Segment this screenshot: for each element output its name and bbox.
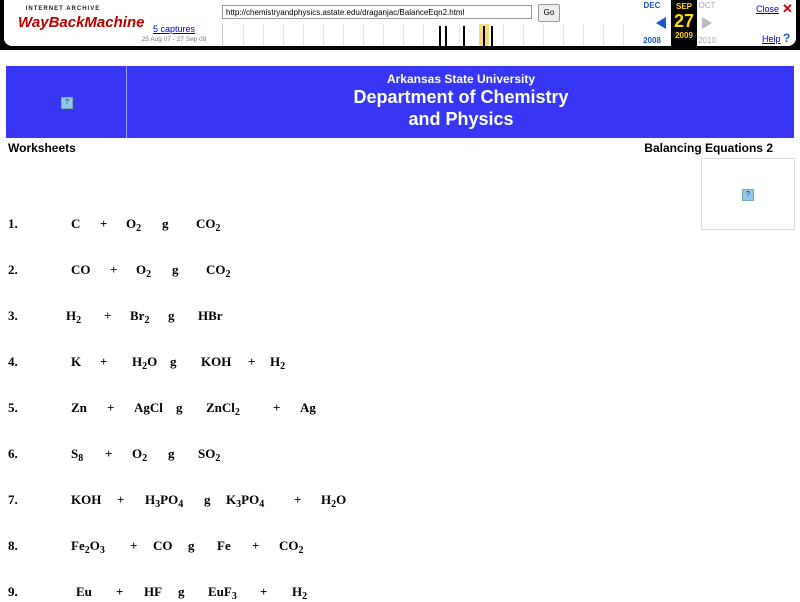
university-name: Arkansas State University [386,72,536,86]
next-month: OCT [698,1,716,10]
spark-bar [439,26,441,46]
worksheets-label: Worksheets [8,141,76,155]
equation-number: 1. [8,216,18,231]
reactant: $Fe_2O_3$ [71,538,105,556]
plus-sign: + [104,308,112,323]
department-line1: Department of Chemistry [353,87,569,107]
header-logo-cell [6,66,127,138]
product: Fe [217,538,231,553]
reactant: $H_2O$ [132,354,158,372]
plus-sign: + [252,538,260,553]
spark-tick [323,24,324,46]
product: ZnCl$_2$ [206,400,240,418]
captures-info [134,24,214,43]
help-icon[interactable]: ? [783,31,791,45]
spark-tick [383,24,384,46]
reactant: $Br_2$ [130,308,150,326]
spark-tick [363,24,364,46]
product: $SO_2$ [198,446,221,464]
plus-sign: + [105,446,113,461]
next-year: 2010 [698,36,716,45]
plus-sign: + [294,492,302,507]
plus-sign: + [116,584,124,599]
equation-number: 7. [8,492,18,507]
reactant: KOH [71,492,102,507]
product: $H_2$ [270,354,286,372]
wayback-logo[interactable] [18,6,145,42]
product: $H_2O$ [321,492,347,510]
plus-sign: + [130,538,138,553]
reactant: C [71,216,81,231]
plus-sign: + [100,216,108,231]
logo-top-text: INTERNET ARCHIVE [25,6,101,12]
reactant: $S_8$ [71,446,84,464]
arrow-symbol: g [176,400,183,415]
spark-tick [459,24,460,46]
equation-number: 8. [8,538,18,553]
equation-number: 4. [8,354,18,369]
reactant: AgCl [134,400,163,415]
current-day: 27 [673,11,695,31]
help-link[interactable]: Help [762,34,781,44]
side-image [701,158,795,230]
arrow-symbol: g [188,538,195,553]
arrow-symbol: g [178,584,185,599]
plus-sign: + [248,354,256,369]
department-line2: and Physics [408,109,514,129]
spark-tick [543,24,544,46]
spark-tick [583,24,584,46]
product: $CO_2$ [206,262,231,280]
reactant: $H_3PO_4$ [145,492,184,510]
go-button[interactable]: Go [538,4,560,22]
capture-sparkline[interactable] [222,24,641,46]
arrow-symbol: g [170,354,177,369]
url-input[interactable] [222,5,532,19]
spark-tick [563,24,564,46]
product: Ag [300,400,316,415]
plus-sign: + [110,262,118,277]
equation-number: 3. [8,308,18,323]
reactant: HF [144,584,163,599]
arrow-symbol: g [162,216,169,231]
spark-bar [483,26,485,46]
spark-tick [503,24,504,46]
spark-tick [343,24,344,46]
header-title [128,72,794,130]
reactant: $H_2$ [66,308,82,326]
next-capture-arrow-icon [702,17,712,29]
product: $CO_2$ [279,538,304,556]
reactant: K [71,354,82,369]
spark-bar [445,26,447,46]
spark-tick [283,24,284,46]
spark-tick [243,24,244,46]
product: EuF$_3$ [208,584,237,602]
arrow-symbol: g [204,492,211,507]
page-header [6,66,794,138]
reactant: $O_2$ [126,216,142,234]
spark-tick [523,24,524,46]
equation-number: 5. [8,400,18,415]
equation-number: 9. [8,584,18,599]
prev-year[interactable]: 2008 [643,36,661,45]
plus-sign: + [273,400,281,415]
reactant: $O_2$ [136,262,152,280]
reactant: Eu [76,584,92,599]
arrow-symbol: g [168,446,175,461]
broken-image-icon: ? [61,97,73,109]
spark-tick [303,24,304,46]
broken-image-icon: ? [742,189,754,201]
equation-number: 2. [8,262,18,277]
reactant: Zn [71,400,87,415]
close-link[interactable]: Close [756,4,780,14]
captures-range: 25 Aug 07 - 27 Sep 09 [141,36,207,43]
plus-sign: + [117,492,125,507]
spark-tick [423,24,424,46]
close-icon[interactable]: ✕ [782,1,793,16]
captures-link[interactable]: 5 captures [152,24,196,34]
product: $H_2$ [292,584,308,602]
wayback-toolbar [0,0,800,50]
logo-main-text: WayBackMachine [18,14,145,31]
spark-tick [403,24,404,46]
reactant: CO [153,538,173,553]
current-year: 2009 [675,31,693,40]
page-title: Balancing Equations 2 [644,141,773,155]
prev-capture-arrow-icon[interactable] [656,17,666,29]
arrow-symbol: g [168,308,175,323]
equation-number: 6. [8,446,18,461]
spark-bar [491,26,493,46]
plus-sign: + [107,400,115,415]
current-month: SEP [675,2,692,11]
product: $K_3PO_4$ [226,492,265,510]
reactant: CO [71,262,91,277]
reactant: $O_2$ [132,446,148,464]
wayback-toolbar-panel [4,0,796,46]
product: $CO_2$ [196,216,221,234]
product: HBr [198,308,223,323]
prev-month[interactable]: DEC [643,1,661,10]
plus-sign: + [100,354,108,369]
arrow-symbol: g [172,262,179,277]
product: KOH [201,354,232,369]
spark-tick [263,24,264,46]
spark-bar [463,26,465,46]
plus-sign: + [260,584,268,599]
spark-tick [623,24,624,46]
spark-tick [603,24,604,46]
